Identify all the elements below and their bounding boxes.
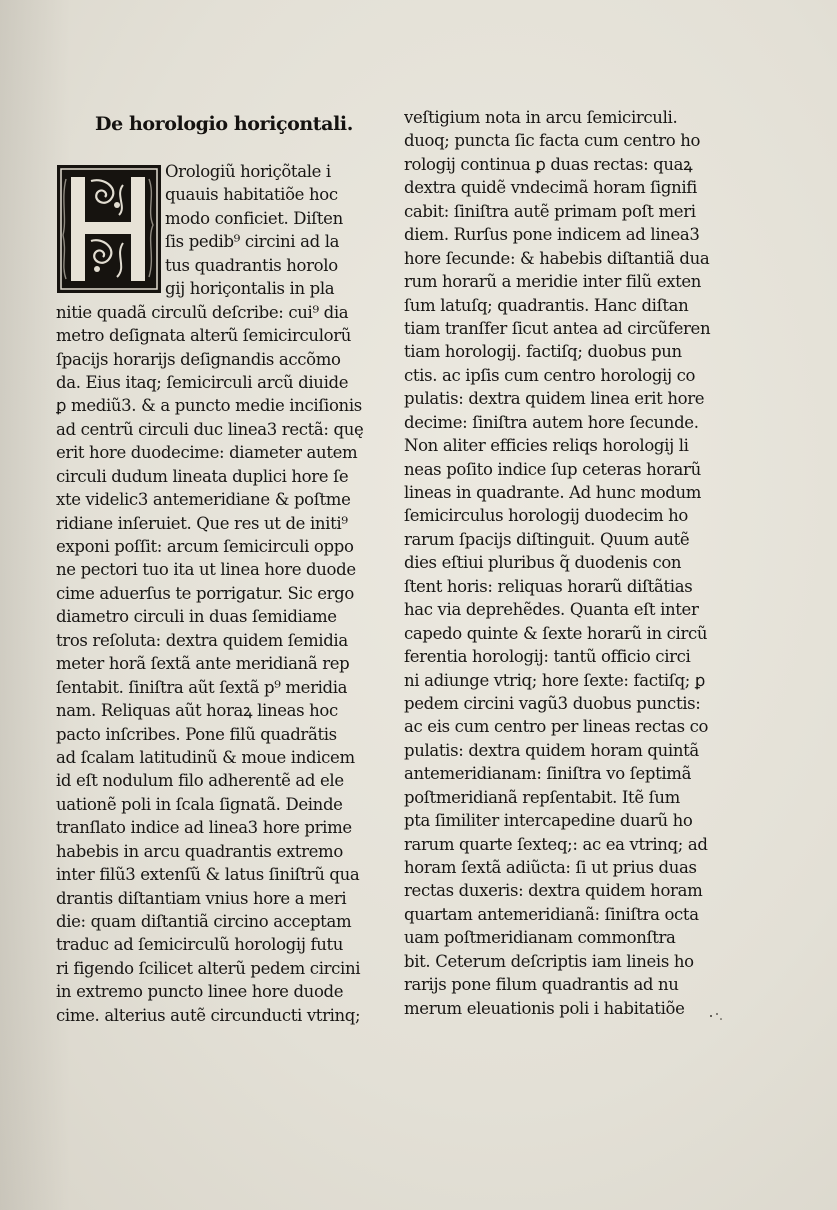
text-line: die: quam diſtantiã circino acceptam [56,912,352,931]
text-line: tiam horologij. factiſq; duobus pun [404,342,682,362]
text-line: ꝑ mediũ3. & a puncto medie inciſionis [56,396,362,416]
text-line: rarijs pone filum quadrantis ad nu [404,975,679,995]
text-line: quartam antemeridianã: ſiniſtra octa [404,904,699,924]
text-line: ne pectori tuo ita ut linea hore duode [56,560,356,580]
text-line: tros reſoluta: dextra quidem ſemidia [56,630,348,650]
text-line: nitie quadã circulũ deſcribe: cui⁹ dia [56,302,349,322]
text-line: ſentabit. ſiniſtra aũt ſextã p⁹ meridia [56,677,348,697]
text-line: ad ſcalam latitudinũ & moue indicem [56,747,355,767]
text-line: diametro circuli in duas ſemidiame [56,607,337,627]
text-line: gij horiçontalis in pla [165,279,335,299]
text-line: exponi poſſit: arcum ſemicirculi oppo [56,537,354,556]
text-line: ferentia horologij: tantũ officio circi [404,647,691,667]
text-line: horam ſextã adiũcta: ſi ut prius duas [404,858,697,877]
page-heading: De horologio horiçontali. [95,113,353,135]
text-line: bit. Ceterum deſcriptis iam lineis ho [404,951,694,971]
text-line: in extremo puncto linee hore duode [56,982,344,1002]
text-line: ri figendo ſcilicet alterũ pedem circini [56,958,361,978]
text-line: lineas in quadrante. Ad hunc modum [404,483,702,502]
text-line: hac via deprehẽdes. Quanta eſt inter [404,600,699,620]
text-line: pulatis: dextra quidem horam quintã [404,740,699,760]
text-line: ac eis cum centro per lineas rectas co [404,717,709,737]
text-line: xte videlic3 antemeridiane & poſtme [56,490,351,510]
text-line: pacto inſcribes. Pone filũ quadrãtis [56,724,337,744]
text-line: nam. Reliquas aũt horaꝝ lineas hoc [56,701,338,721]
text-line: hore ſecunde: & habebis diſtantiã dua [404,248,710,268]
text-line: rologij continua ꝑ duas rectas: quaꝝ [404,154,693,174]
text-line: rum horarũ a meridie inter filũ exten [404,272,702,292]
text-line: pulatis: dextra quidem linea erit hore [404,389,705,409]
text-line: metro deſignata alterũ ſemicirculorũ [56,326,352,346]
ink-speck-marks [708,1010,724,1024]
text-line: Orologiũ horiçõtale i [165,162,331,181]
text-line: drantis diſtantiam vnius hore a meri [56,888,347,908]
text-line: tiam tranſfer ſicut antea ad circũferen [404,318,711,338]
text-line: rarum quarte ſexteq;: ac ea vtrinq; ad [404,834,708,854]
text-line: diem. Rurſus pone indicem ad linea3 [404,225,700,245]
text-line: inter filũ3 extenſũ & latus ſiniſtrũ qua [56,865,360,885]
text-line: ridiane inſeruiet. Que res ut de initi⁹ [56,513,348,533]
text-line: meter horã ſextã ante meridianã rep [56,654,350,674]
text-line: traduc ad ſemicirculũ horologij futu [56,935,344,955]
text-line: habebis in arcu quadrantis extremo [56,841,343,861]
text-line: rectas duxeris: dextra quidem horam [404,881,703,901]
text-line: ſpacijs horarijs deſignandis accõmo [56,349,341,369]
text-line: pedem circini vagũ3 duobus punctis: [404,693,701,713]
text-line: ad centrũ circuli duc linea3 rectã: quę [56,419,364,439]
text-line: quauis habitatiõe hoc [165,185,338,205]
text-line: ni adiunge vtriq; hore ſexte: factiſq; ꝑ [404,670,706,690]
text-line: ſum latuſq; quadrantis. Hanc diſtan [404,295,689,315]
text-line: dies eſtiui pluribus q̃ duodenis con [404,553,682,573]
text-line: merum eleuationis poli i habitatiõe [404,998,685,1018]
text-line: erit hore duodecime: diameter autem [56,443,358,463]
text-line: dextra quidẽ vndecimã horam ſignifi [404,178,697,198]
text-line: Non aliter efficies reliqs horologij li [404,436,689,456]
left-text-column [56,160,374,1027]
text-line: ſtent horis: reliquas horarũ diſtãtias [404,576,693,596]
text-line: duoq; puncta ſic facta cum centro ho [404,131,701,151]
text-line: antemeridianam: ſiniſtra vo ſeptimã [404,764,692,784]
text-line: ſemicirculus horologij duodecim ho [404,506,688,526]
text-line: neas poſito indice ſup ceteras horarũ [404,459,701,479]
text-line: veſtigium nota in arcu ſemicirculi. [404,108,678,127]
text-line: uationẽ poli in ſcala ſignatã. Deinde [56,794,343,814]
text-line: tranſlato indice ad linea3 hore prime [56,818,352,838]
text-line: decime: ſiniſtra autem hore ſecunde. [404,412,699,432]
text-line: pta ſimiliter intercapedine duarũ ho [404,811,693,831]
text-line: da. Eius itaq; ſemicirculi arcũ diuide [56,372,349,392]
text-line: uam poſtmeridianam commonſtra [404,928,676,948]
text-line: cabit: ſiniſtra autẽ primam poſt meri [404,201,696,221]
text-line: poſtmeridianã repſentabit. Itẽ ſum [404,787,680,807]
text-line: ctis. ac ipſis cum centro horologij co [404,365,696,385]
text-line: cime. alterius autẽ circunducti vtrinq; [56,1005,361,1025]
text-line: ſis pedib⁹ circini ad la [165,232,340,252]
text-line: circuli dudum lineata duplici hore ſe [56,466,349,486]
text-line: modo conficiet. Diſten [165,208,343,228]
text-line: rarum ſpacijs diſtinguit. Quum autẽ [404,529,690,549]
text-line: tus quadrantis horolo [165,255,338,275]
text-line: capedo quinte & ſexte horarũ in circũ [404,623,708,643]
text-line: cime aduerſus te porrigatur. Sic ergo [56,583,354,603]
text-line: id eſt nodulum filo adherentẽ ad ele [56,771,344,791]
right-text-column [404,106,740,1020]
